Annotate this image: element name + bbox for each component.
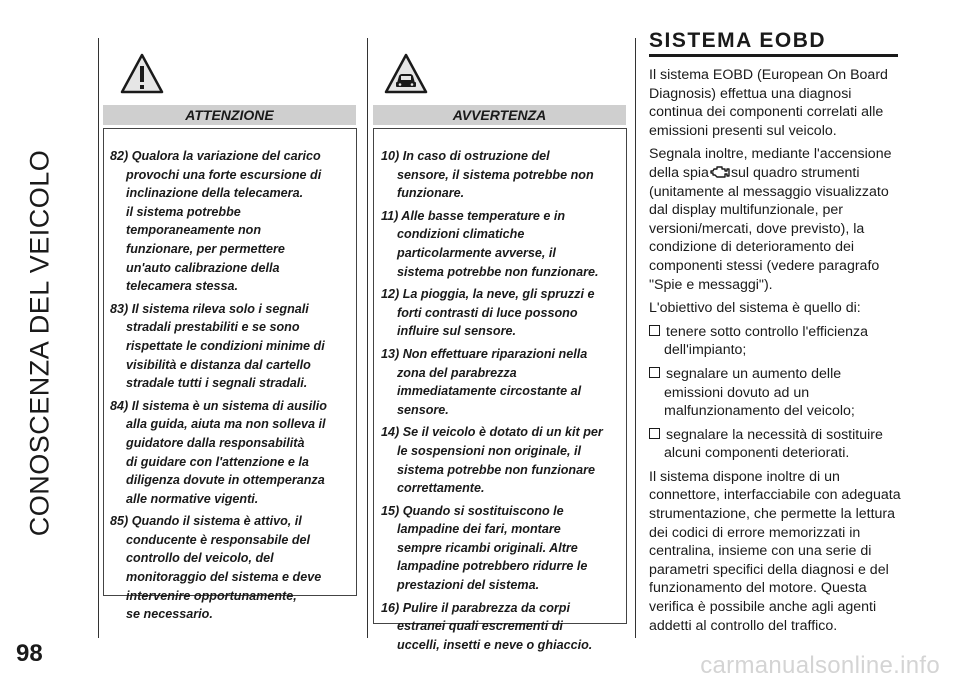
avvertenza-item: 12) La pioggia, la neve, gli spruzzi e forti contrasti di luce possono influire sul sensore. [381, 287, 595, 339]
watermark: carmanualsonline.info [700, 652, 940, 679]
attenzione-item: 82) Qualora la variazione del carico provochi una forte escursione di inclinazione della telecamera. il sistema potrebbe temporaneamente non funzionare, per permettere un'auto calibrazione della telecamera stessa. [110, 149, 322, 294]
attenzione-heading: ATTENZIONE [103, 105, 356, 125]
eobd-bullet-text: segnalare la necessità di sostituire alcuni componenti deteriorati. [664, 426, 883, 462]
avvertenza-item: 14) Se il veicolo è dotato di un kit per le sospensioni non originale, il sistema potrebbe non funzionare correttamente. [381, 425, 603, 496]
avvertenza-heading: AVVERTENZA [373, 105, 626, 125]
column-divider-left [98, 38, 99, 638]
avvertenza-item: 10) In caso di ostruzione del sensore, il sistema potrebbe non funzionare. [381, 149, 594, 201]
avvertenza-list [381, 147, 625, 658]
column-divider-right [635, 38, 636, 638]
engine-warning-icon [710, 165, 730, 179]
eobd-paragraph-connector: Il sistema dispone inoltre di un connettore, interfacciabile con adeguata strumentazione, che permette la lettura dei codici di errore memorizzati in centralina, insieme con una serie di parametri specifici della diagnosi e del funzionamento del motore. Questa verifica è possibile anche agli agenti addetti al controllo del traffico. [649, 468, 901, 634]
column-divider-middle [367, 38, 368, 638]
avvertenza-item: 13) Non effettuare riparazioni nella zona del parabrezza immediatamente circostante al sensore. [381, 346, 588, 417]
checkbox-square-icon [649, 367, 660, 378]
section-heading-rule [649, 54, 898, 57]
avvertenza-item: 11) Alle basse temperature e in condizioni climatiche particolarmente avverse, il sistema potrebbe non funzionare. [381, 208, 599, 279]
eobd-bullet [649, 323, 901, 360]
checkbox-square-icon [649, 325, 660, 336]
eobd-bullet [649, 365, 901, 421]
eobd-bullet-text: tenere sotto controllo l'efficienza dell'impianto; [664, 323, 868, 359]
eobd-signal-text-before: Segnala inoltre, mediante l'accensione della spia [649, 146, 892, 181]
eobd-body [649, 66, 901, 640]
avvertenza-item: 16) Pulire il parabrezza da corpi estranei quali escrementi di uccelli, insetti e neve o ghiaccio. [381, 600, 593, 652]
eobd-paragraph-intro: Il sistema EOBD (European On Board Diagnosis) effettua una diagnosi continua dei componenti correlati alle emissioni presenti sul veicolo. [649, 67, 888, 139]
attenzione-item: 84) Il sistema è un sistema di ausilio alla guida, aiuta ma non solleva il guidatore dalla responsabilità di guidare con l'attenzione e la diligenza dovute in ottemperanza alle normative vigenti. [110, 398, 327, 506]
avvertenza-item: 15) Quando si sostituiscono le lampadine dei fari, montare sempre ricambi originali. Altre lampadine potrebbero ridurre le prestazioni del sistema. [381, 503, 588, 593]
eobd-paragraph-goal: L'obiettivo del sistema è quello di: [649, 300, 861, 317]
attenzione-item: 83) Il sistema rileva solo i segnali stradali prestabiliti e se sono rispettate le condizioni minime di visibilità e distanza dal cartello stradale tutti i segnali stradali. [110, 301, 325, 391]
section-heading: SISTEMA EOBD [649, 29, 827, 52]
attenzione-list [110, 147, 354, 628]
attenzione-item: 85) Quando il sistema è attivo, il conducente è responsabile del controllo del veicolo, del monitoraggio del sistema e deve intervenire opportunamente, se necessario. [110, 514, 322, 622]
eobd-bullet [649, 426, 901, 463]
warning-exclamation-icon [120, 52, 164, 96]
eobd-signal-text-after: sul quadro strumenti (unitamente al messaggio visualizzato dal display multifunzionale, per versioni/mercati, dove previsto), la condizione di deterioramento dei componenti stessi (vedere paragrafo "Spie e messaggi"). [649, 164, 889, 293]
eobd-paragraph-signal [649, 145, 901, 294]
eobd-bullet-text: segnalare un aumento delle emissioni dovuto ad un malfunzionamento del veicolo; [664, 365, 855, 420]
page-number: 98 [16, 640, 43, 667]
section-side-title: CONOSCENZA DEL VEICOLO [24, 149, 55, 537]
warning-car-icon [384, 52, 428, 96]
checkbox-square-icon [649, 428, 660, 439]
